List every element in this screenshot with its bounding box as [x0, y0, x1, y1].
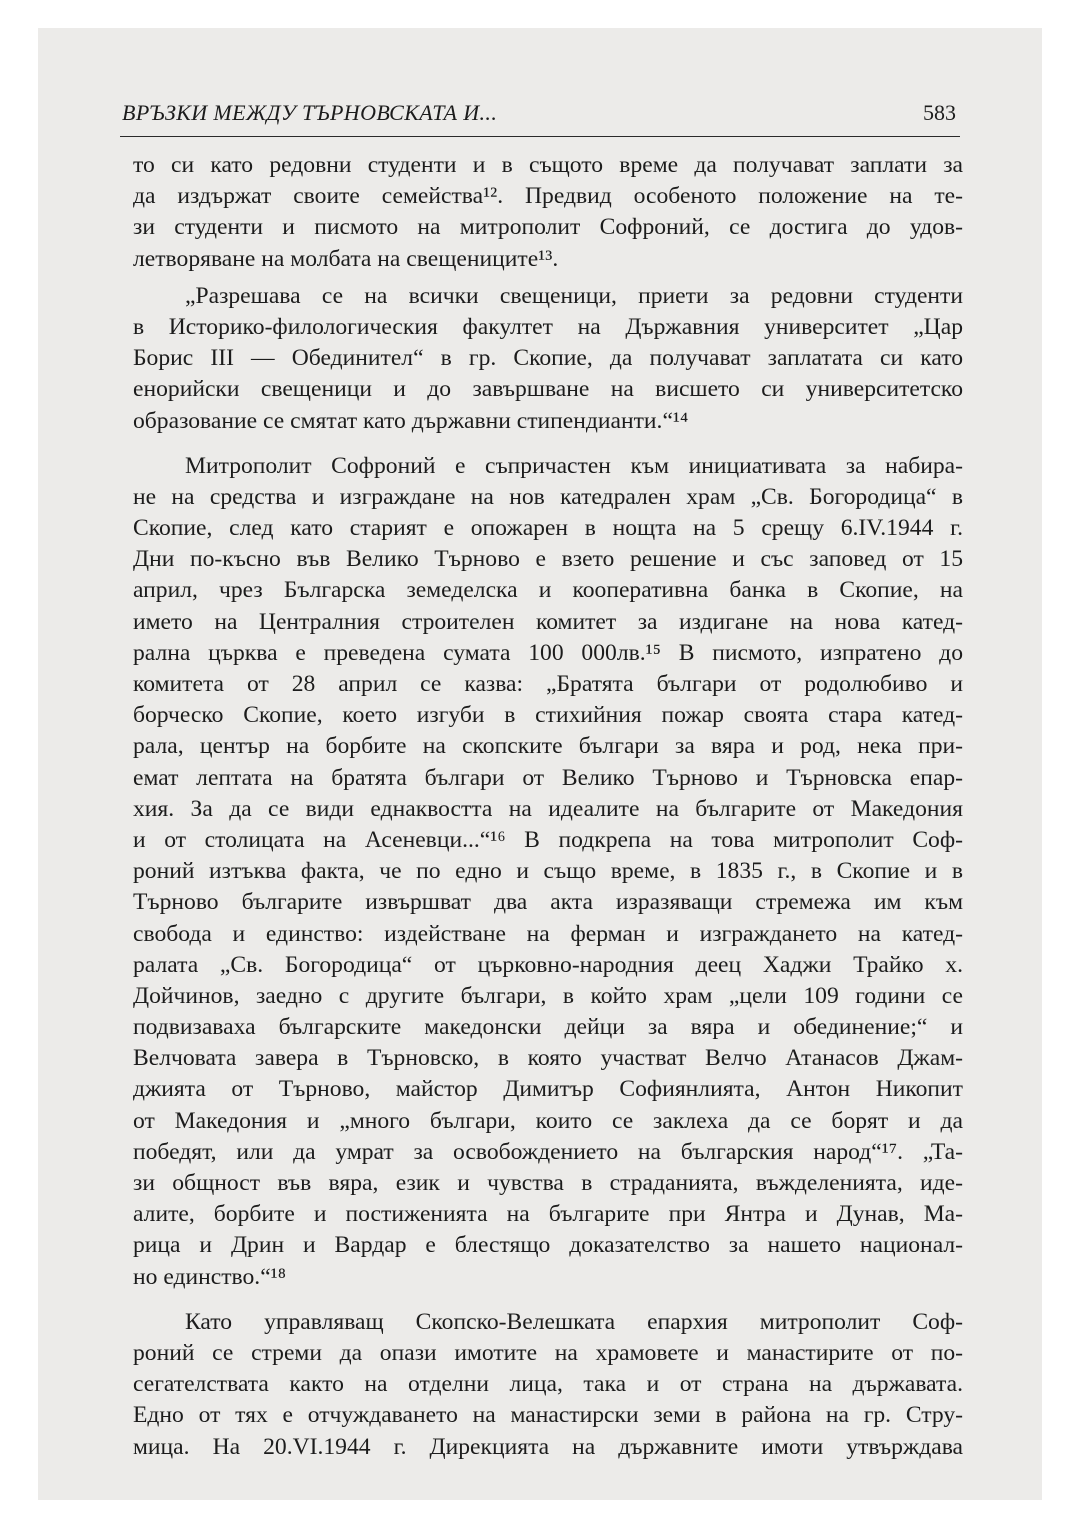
text-line: да издържат своите семейства¹². Предвид особеното положение на те-: [133, 183, 963, 210]
text-line: образование се смятат като държавни стипендианти.“¹⁴: [133, 407, 689, 434]
text-line: сегателствата както на отделни лица, така и от страна на държавата.: [133, 1371, 963, 1398]
text-line: но единство.“¹⁸: [133, 1263, 286, 1290]
text-line: Борис III — Обединител“ в гр. Скопие, да получават заплатата си като: [133, 345, 963, 372]
text-line: борческо Скопие, което изгуби в стихийния пожар своята стара катед-: [133, 702, 963, 729]
text-line: от Македония и „много българи, които се заклеха да се борят и да: [133, 1107, 963, 1134]
text-line: хия. За да се види еднаквостта на идеалите на българите от Македония: [133, 795, 963, 822]
running-header: [120, 96, 960, 137]
text-line: рала, център на борбите на скопските българи за вяра и род, нека при-: [133, 733, 963, 760]
text-line: емат лептата на братята българи от Велико Търново и Търновска епар-: [133, 764, 963, 791]
text-line: зи студенти и писмото на митрополит Софроний, се достига до удов-: [133, 214, 963, 241]
text-line: зи общност във вяра, език и чувства в страданията, въжделенията, иде-: [133, 1170, 963, 1196]
quotation-paragraph: [133, 281, 963, 437]
text-line: енорийски свещеници и до завършване на висшето си университетско: [133, 376, 963, 403]
text-line: и от столицата на Асеневци...“¹⁶ В подкрепа на това митрополит Соф-: [133, 826, 963, 853]
text-line: Митрополит Софроний е съпричастен към инициативата за набира-: [185, 452, 963, 479]
paragraph: [133, 150, 963, 275]
text-line: свобода и единство: издействане на ферман и изграждането на катед-: [133, 920, 963, 947]
text-line: Велчовата завера в Търновско, в която участват Велчо Атанасов Джам-: [133, 1045, 963, 1072]
text-line: подвизаваха българските македонски дейци за вяра и обединение;“ и: [133, 1014, 963, 1041]
text-line: комитета от 28 април се казва: „Братята българи от родолюбиво и: [133, 671, 963, 697]
text-line: алите, борбите и постиженията на българите при Янтра и Дунав, Ма-: [133, 1201, 963, 1228]
running-title: ВРЪЗКИ МЕЖДУ ТЪРНОВСКАТА И...: [122, 100, 498, 125]
text-line: рица и Дрин и Вардар е блестящо доказателство за нашето национал-: [133, 1232, 963, 1259]
text-line: то си като редовни студенти и в същото време да получават заплати за: [133, 152, 963, 178]
text-line: април, чрез Българска земеделска и кооперативна банка в Скопие, на: [133, 577, 963, 604]
body-text: [133, 150, 963, 1463]
page-number: 583: [923, 100, 956, 125]
text-line: роний изтъква факта, че по едно и също време, в 1835 г., в Скопие и в: [133, 858, 963, 885]
text-line: летворяване на молбата на свещениците¹³.: [133, 245, 559, 272]
text-line: името на Централния строителен комитет за издигане на нова катед-: [133, 608, 963, 635]
text-line: ралата „Св. Богородица“ от църковно-народния деец Хаджи Трайко х.: [133, 951, 963, 978]
text-line: Скопие, след като старият е опожарен в нощта на 5 срещу 6.IV.1944 г.: [133, 515, 963, 542]
text-line: „Разрешава се на всички свещеници, приети за редовни студенти: [185, 282, 963, 309]
text-line: джията от Търново, майстор Димитър Софиянлията, Антон Никопит: [133, 1076, 963, 1103]
text-line: Едно от тях е отчуждаването на манастирски земи в района на гр. Стру-: [133, 1402, 963, 1429]
text-line: не на средства и изграждане на нов катедрален храм „Св. Богородица“ в: [133, 483, 963, 510]
text-line: Търново българите извършват два акта изразяващи стремежа им към: [133, 889, 963, 916]
text-line: Дни по-късно във Велико Търново е взето решение и със заповед от 15: [133, 546, 963, 573]
text-line: в Историко-филологическия факултет на Държавния университет „Цар: [133, 313, 963, 340]
text-line: роний се стреми да опази имотите на храмовете и манастирите от по-: [133, 1339, 963, 1366]
text-line: мица. На 20.VI.1944 г. Дирекцията на държавните имоти утвърждава: [133, 1433, 963, 1460]
text-line: рална църква е преведена сумата 100 000лв.¹⁵ В писмото, изпратено до: [133, 639, 963, 666]
text-line: Като управляващ Скопско-Велешката епархия митрополит Соф-: [185, 1308, 963, 1335]
text-line: победят, или да умрат за освобождението на българския народ“¹⁷. „Та-: [133, 1138, 963, 1165]
paragraph: [133, 1307, 963, 1463]
text-line: Дойчинов, заедно с другите българи, в който храм „цели 109 години се: [133, 982, 963, 1009]
paragraph: [133, 451, 963, 1293]
